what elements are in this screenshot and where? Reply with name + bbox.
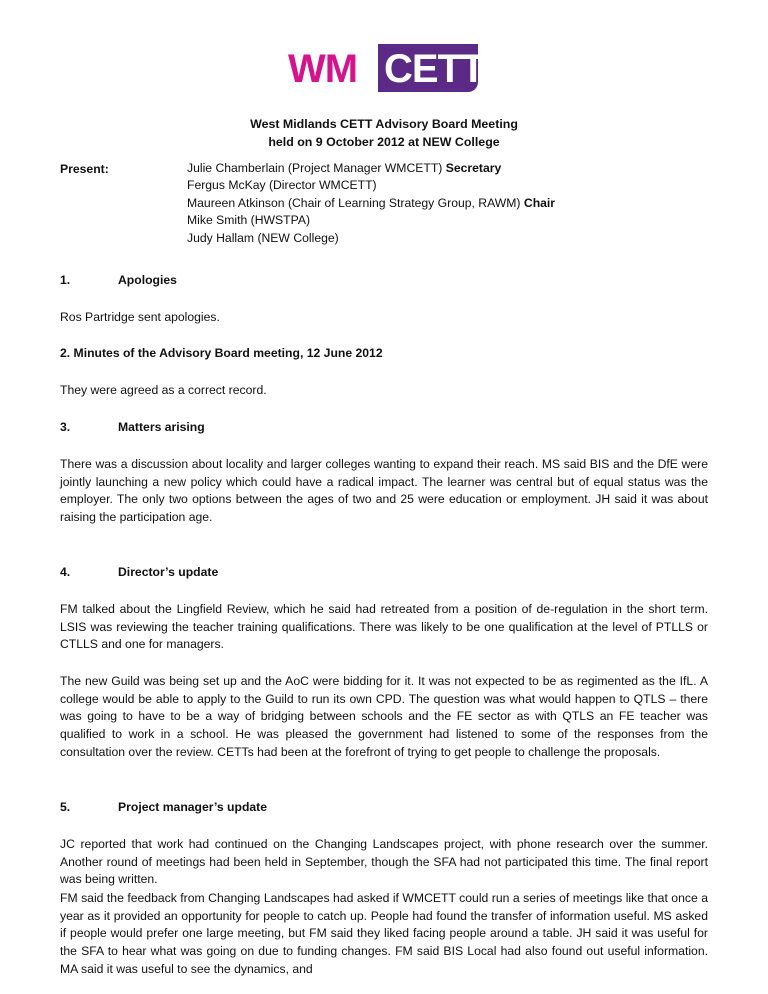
directors-update-text-2: The new Guild was being set up and the AoC were bidding for it. It was not expected to be as regimented as the IfL. A college would be able to apply to the Guild to run its own CPD. The question was what would happen to QTLS – there was going to have to be a way of bridging between schools and the FE sector as with QTLS an FE teacher was qualified to work in a school. He was pleased the government had listened to some of the responses from the consultation over the review. CETTs had been at the forefront of trying to get people to challenge the proposals. [60,674,708,759]
attendee-role: Secretary [445,161,502,175]
wmcett-logo [288,44,485,94]
attendee [187,212,555,229]
attendee-name: Maureen Atkinson (Chair of Learning Strategy Group, RAWM) [187,195,524,210]
attendee-role: Chair [523,195,556,210]
section-heading-minutes: 2. Minutes of the Advisory Board meeting, 12 June 2012 [60,346,383,360]
project-manager-update-text-1: JC reported that work had continued on the Changing Landscapes project, with phone research over the summer. Another round of meetings had been held in September, though the SFA had not participated this time. The final report was being written. [60,837,708,887]
document-title-line2: held on 9 October 2012 at NEW College [268,135,500,149]
section-number: 4. [60,565,71,579]
attendee [187,195,555,212]
attendee [187,160,555,177]
present-label: Present: [60,162,109,176]
attendee-name: Mike Smith (HWSTPA) [187,213,311,228]
logo-wm-text: WM [288,47,358,91]
section-number: 3. [60,420,71,434]
apologies-text: Ros Partridge sent apologies. [60,310,220,324]
section-number: 5. [60,800,71,814]
project-manager-update-text-2: FM said the feedback from Changing Landscapes had asked if WMCETT could run a series of meetings like that once a year as it provided an opportunity for people to catch up. People had found the transfer of information useful. MS asked if people would prefer one large meeting, but FM said they liked facing people around a table. JH said it was useful for the SFA to hear what was going on due to funding changes. FM said BIS Local had also found out useful information. MA said it was useful to see the dynamics, and [60,891,708,976]
section-heading-apologies: Apologies [118,273,177,287]
attendee-name: Judy Hallam (NEW College) [187,230,339,245]
directors-update-text-1: FM talked about the Lingfield Review, which he said had retreated from a position of de-regulation in the short term. LSIS was reviewing the teacher training qualifications. There was likely to be one qualification at the level of PTLLS or CTLLS and one for managers. [60,602,708,652]
section-number: 1. [60,273,71,287]
attendee [187,230,555,247]
section-heading-project-manager-update: Project manager’s update [118,800,268,814]
attendee [187,177,555,194]
present-list [187,160,555,247]
document-title-line1: West Midlands CETT Advisory Board Meeting [250,117,518,131]
minutes-text: They were agreed as a correct record. [60,383,267,397]
logo-cett-text: CETT [384,47,485,91]
attendee-name: Julie Chamberlain (Project Manager WMCETT) [187,161,446,175]
section-heading-directors-update: Director’s update [118,565,219,579]
section-heading-matters-arising: Matters arising [118,420,205,434]
matters-arising-text: There was a discussion about locality and larger colleges wanting to expand their reach. MS said BIS and the DfE were jointly launching a new policy which could have a radical impact. The learner was central but of equal status was the employer. The only two options between the ages of two and 25 were education or employment. JH said it was about raising the participation age. [60,457,708,525]
attendee-name: Fergus McKay (Director WMCETT) [187,178,377,193]
